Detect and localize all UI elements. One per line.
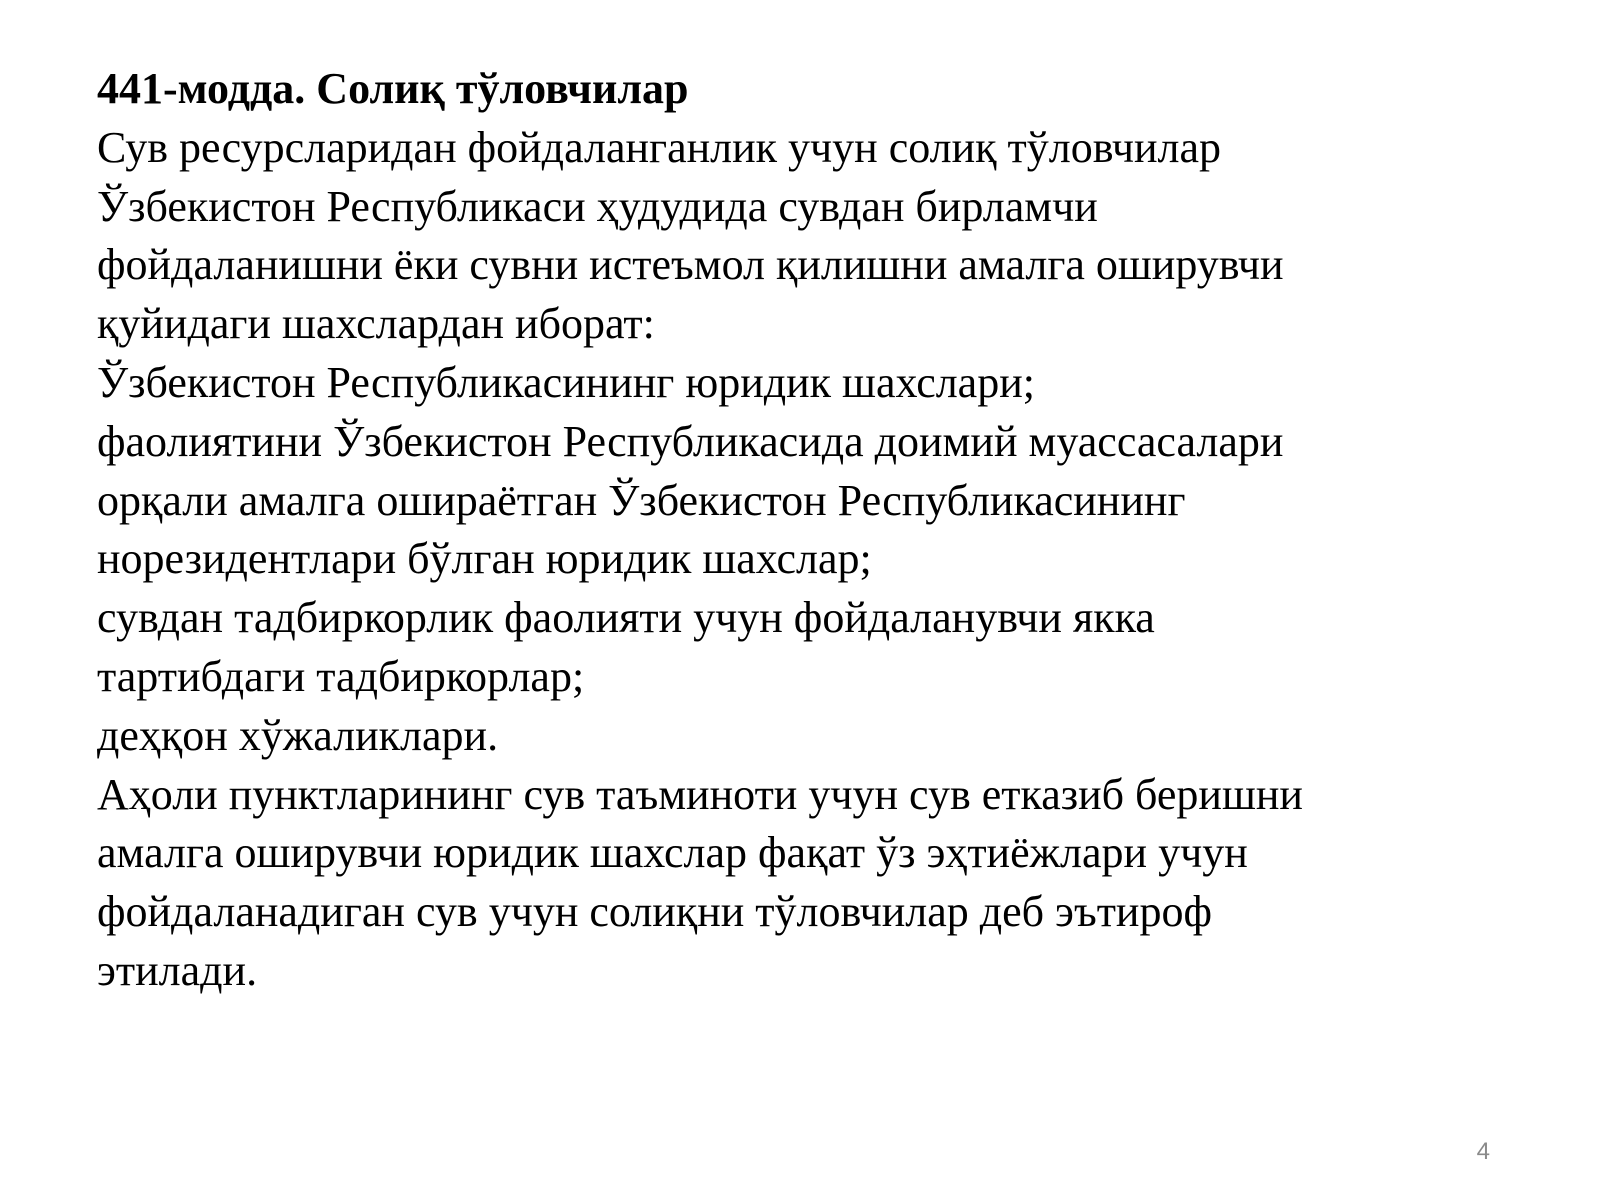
- body-line: деҳқон хўжаликлари.: [97, 710, 499, 760]
- body-line: фойдаланадиган сув учун солиқни тўловчилар деб эътироф: [97, 887, 1212, 937]
- body-line: тартибдаги тадбиркорлар;: [97, 651, 585, 701]
- body-line: фойдаланишни ёки сувни истеъмол қилишни амалга оширувчи: [97, 240, 1284, 290]
- body-line: қуйидаги шахслардан иборат:: [97, 299, 655, 349]
- body-line: сувдан тадбиркорлик фаолияти учун фойдаланувчи якка: [97, 593, 1155, 643]
- body-line: фаолиятини Ўзбекистон Республикасида доимий муассасалари: [97, 416, 1284, 466]
- body-line: Аҳоли пунктларининг сув таъминоти учун сув етказиб беришни: [97, 769, 1303, 819]
- body-line: Ўзбекистон Республикаси ҳудудида сувдан бирламчи: [97, 181, 1098, 231]
- body-line: Сув ресурсларидан фойдаланганлик учун солиқ тўловчилар: [97, 122, 1221, 172]
- slide-body: [97, 60, 1497, 1001]
- page-number: 4: [1476, 1138, 1490, 1165]
- body-line: амалга оширувчи юридик шахслар фақат ўз эҳтиёжлари учун: [97, 828, 1248, 878]
- body-line: норезидентлари бўлган юридик шахслар;: [97, 534, 872, 584]
- body-line: орқали амалга ошираётган Ўзбекистон Республикасининг: [97, 475, 1186, 525]
- body-line: Ўзбекистон Республикасининг юридик шахслари;: [97, 357, 1035, 407]
- body-line: этилади.: [97, 945, 258, 995]
- article-heading: 441-модда. Солиқ тўловчилар: [97, 64, 689, 113]
